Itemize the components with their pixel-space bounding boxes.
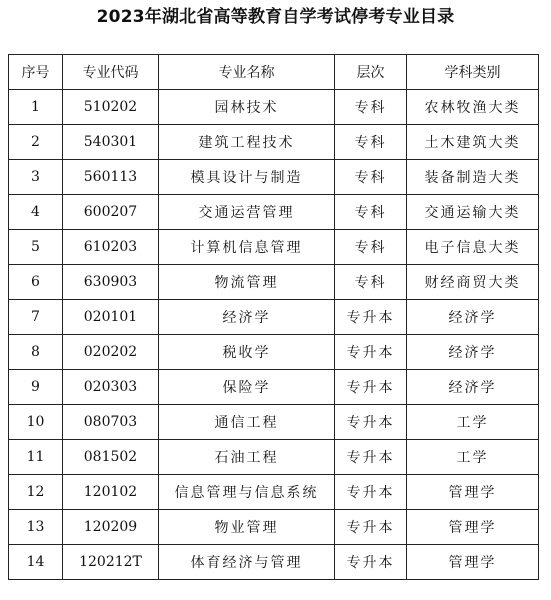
table-row (9, 475, 539, 510)
cell-name: 计算机信息管理 (159, 230, 335, 265)
discontinued-majors-table (8, 54, 539, 580)
cell-index: 8 (9, 335, 63, 370)
cell-code: 080703 (63, 405, 159, 440)
cell-level: 专升本 (335, 545, 407, 580)
cell-code: 120102 (63, 475, 159, 510)
cell-name: 建筑工程技术 (159, 125, 335, 160)
cell-discipline: 管理学 (407, 545, 539, 580)
table-body (9, 90, 539, 580)
table-row (9, 370, 539, 405)
cell-level: 专升本 (335, 370, 407, 405)
cell-level: 专升本 (335, 440, 407, 475)
header-major-name: 专业名称 (159, 55, 335, 90)
cell-code: 120209 (63, 510, 159, 545)
cell-name: 信息管理与信息系统 (159, 475, 335, 510)
cell-level: 专升本 (335, 300, 407, 335)
cell-index: 3 (9, 160, 63, 195)
cell-level: 专科 (335, 90, 407, 125)
cell-index: 14 (9, 545, 63, 580)
header-level: 层次 (335, 55, 407, 90)
cell-code: 600207 (63, 195, 159, 230)
table-row (9, 90, 539, 125)
table-row (9, 160, 539, 195)
table-row (9, 510, 539, 545)
cell-discipline: 经济学 (407, 370, 539, 405)
cell-name: 经济学 (159, 300, 335, 335)
cell-name: 交通运营管理 (159, 195, 335, 230)
cell-code: 560113 (63, 160, 159, 195)
cell-discipline: 土木建筑大类 (407, 125, 539, 160)
cell-code: 020101 (63, 300, 159, 335)
cell-index: 4 (9, 195, 63, 230)
table-row (9, 300, 539, 335)
cell-code: 610203 (63, 230, 159, 265)
cell-level: 专科 (335, 265, 407, 300)
cell-code: 540301 (63, 125, 159, 160)
cell-index: 7 (9, 300, 63, 335)
cell-name: 通信工程 (159, 405, 335, 440)
cell-name: 物业管理 (159, 510, 335, 545)
cell-index: 10 (9, 405, 63, 440)
cell-name: 模具设计与制造 (159, 160, 335, 195)
cell-code: 510202 (63, 90, 159, 125)
cell-level: 专科 (335, 125, 407, 160)
cell-discipline: 财经商贸大类 (407, 265, 539, 300)
cell-name: 税收学 (159, 335, 335, 370)
cell-level: 专升本 (335, 405, 407, 440)
cell-index: 2 (9, 125, 63, 160)
cell-index: 9 (9, 370, 63, 405)
document-title: 2023年湖北省高等教育自学考试停考专业目录 (96, 7, 455, 27)
cell-code: 120212T (63, 545, 159, 580)
cell-discipline: 经济学 (407, 335, 539, 370)
table-row (9, 230, 539, 265)
cell-discipline: 管理学 (407, 475, 539, 510)
cell-code: 020202 (63, 335, 159, 370)
cell-index: 6 (9, 265, 63, 300)
cell-name: 物流管理 (159, 265, 335, 300)
cell-code: 630903 (63, 265, 159, 300)
cell-discipline: 电子信息大类 (407, 230, 539, 265)
cell-discipline: 装备制造大类 (407, 160, 539, 195)
cell-code: 081502 (63, 440, 159, 475)
cell-level: 专升本 (335, 475, 407, 510)
cell-index: 1 (9, 90, 63, 125)
table-row (9, 405, 539, 440)
header-major-code: 专业代码 (63, 55, 159, 90)
cell-index: 11 (9, 440, 63, 475)
table-row (9, 125, 539, 160)
cell-level: 专科 (335, 195, 407, 230)
cell-index: 5 (9, 230, 63, 265)
cell-level: 专科 (335, 230, 407, 265)
cell-index: 12 (9, 475, 63, 510)
cell-name: 保险学 (159, 370, 335, 405)
cell-level: 专升本 (335, 510, 407, 545)
header-discipline: 学科类别 (407, 55, 539, 90)
table-row (9, 195, 539, 230)
cell-discipline: 工学 (407, 405, 539, 440)
table-row (9, 265, 539, 300)
cell-discipline: 管理学 (407, 510, 539, 545)
cell-discipline: 交通运输大类 (407, 195, 539, 230)
table-header-row (9, 55, 539, 90)
cell-discipline: 工学 (407, 440, 539, 475)
cell-name: 园林技术 (159, 90, 335, 125)
cell-discipline: 经济学 (407, 300, 539, 335)
cell-code: 020303 (63, 370, 159, 405)
cell-index: 13 (9, 510, 63, 545)
header-index: 序号 (9, 55, 63, 90)
cell-name: 体育经济与管理 (159, 545, 335, 580)
table-row (9, 440, 539, 475)
cell-level: 专科 (335, 160, 407, 195)
cell-discipline: 农林牧渔大类 (407, 90, 539, 125)
cell-name: 石油工程 (159, 440, 335, 475)
table-row (9, 545, 539, 580)
cell-level: 专升本 (335, 335, 407, 370)
table-row (9, 335, 539, 370)
